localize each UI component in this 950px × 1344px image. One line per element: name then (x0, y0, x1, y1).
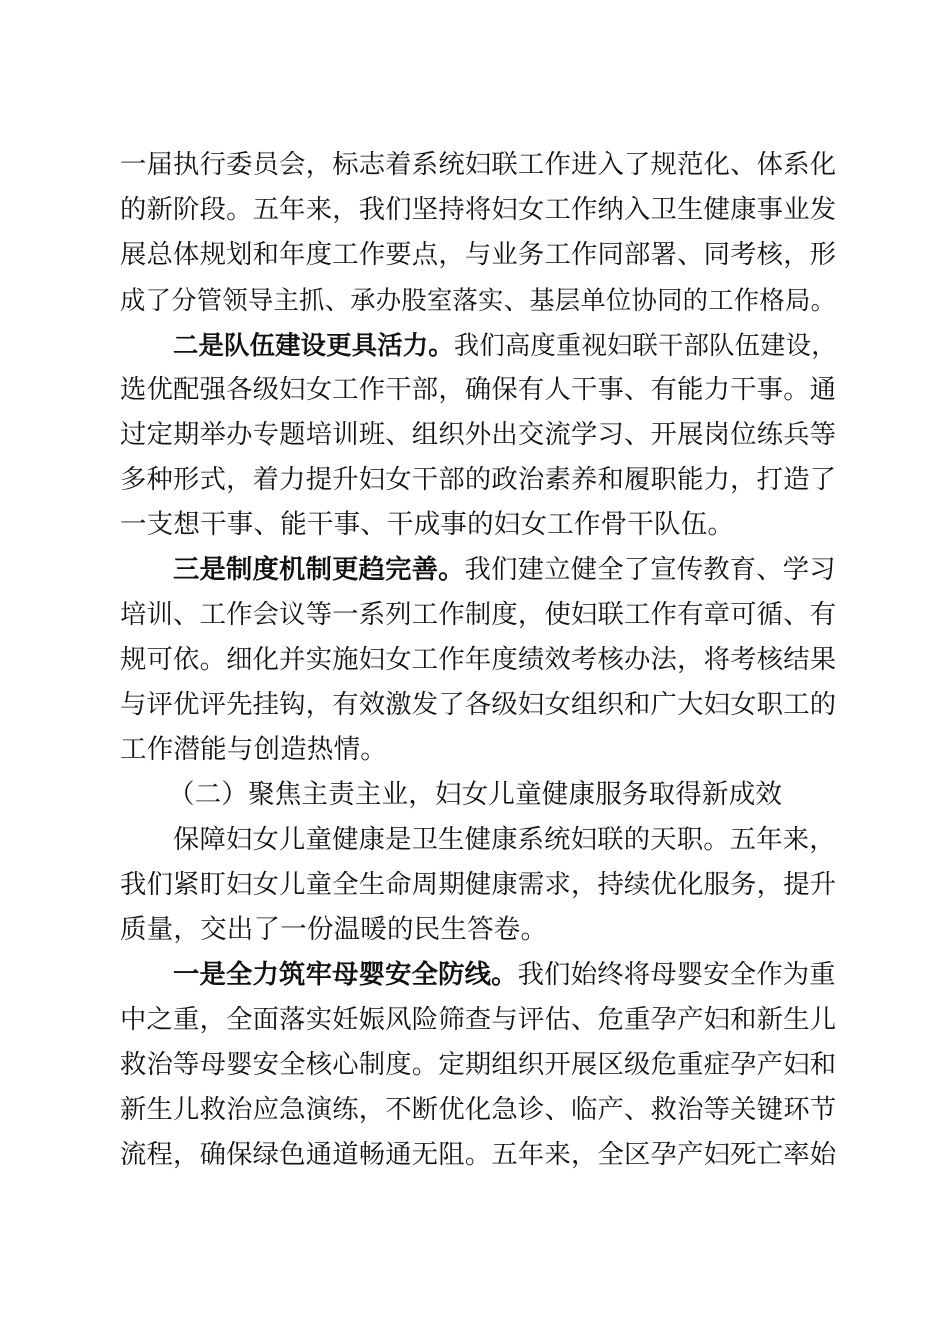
body-line (120, 280, 840, 320)
line-text: 多种形式，着力提升妇女干部的政治素养和履职能力，打造了 (120, 465, 837, 495)
body-line (120, 640, 840, 680)
body-line (120, 1000, 840, 1040)
body-line (120, 235, 840, 275)
line-text: 保障妇女儿童健康是卫生健康系统妇联的天职。五年来， (173, 825, 836, 855)
body-line (120, 145, 840, 185)
line-text: 我们紧盯妇女儿童全生命周期健康需求，持续优化服务，提升 (120, 870, 837, 900)
body-line (120, 865, 840, 905)
paragraph-lead: 二是队伍建设更具活力。 (173, 330, 454, 360)
body-line (120, 595, 840, 635)
body-line (120, 505, 840, 545)
line-text: 一支想干事、能干事、干成事的妇女工作骨干队伍。 (120, 509, 735, 540)
body-line (120, 730, 840, 770)
line-text: 选优配强各级妇女工作干部，确保有人干事、有能力干事。通 (120, 375, 837, 405)
line-text: 新生儿救治应急演练，不断优化急诊、临产、救治等关键环节 (120, 1095, 837, 1125)
section-heading (168, 775, 840, 815)
line-text: 展总体规划和年度工作要点，与业务工作同部署、同考核，形 (120, 240, 837, 270)
body-line (120, 460, 840, 500)
line-text: 成了分管领导主抓、承办股室落实、基层单位协同的工作格局。 (120, 285, 837, 315)
heading-text: （二）聚焦主责主业，妇女儿童健康服务取得新成效 (168, 779, 783, 810)
line-text: 过定期举办专题培训班、组织外出交流学习、开展岗位练兵等 (120, 420, 837, 450)
paragraph-lead: 一是全力筑牢母婴安全防线。 (173, 959, 518, 990)
body-line (120, 685, 840, 725)
line-text: 质量，交出了一份温暖的民生答卷。 (120, 914, 548, 945)
line-text: 流程，确保绿色通道畅通无阻。五年来，全区孕产妇死亡率始 (120, 1140, 837, 1170)
body-line (120, 1090, 840, 1130)
body-line (120, 1045, 840, 1085)
paragraph-first-line (173, 955, 840, 995)
line-text: 我们始终将母婴安全作为重 (517, 960, 836, 990)
line-text: 工作潜能与创造热情。 (120, 734, 387, 765)
paragraph-first-line (173, 820, 840, 860)
body-line (120, 415, 840, 455)
body-line (120, 190, 840, 230)
line-text: 我们建立健全了宣传教育、学习 (464, 555, 836, 585)
body-line (120, 370, 840, 410)
line-text: 救治等母婴安全核心制度。定期组织开展区级危重症孕产妇和 (120, 1050, 837, 1080)
line-text: 与评优评先挂钩，有效激发了各级妇女组织和广大妇女职工的 (120, 690, 837, 720)
line-text: 培训、工作会议等一系列工作制度，使妇联工作有章可循、有 (120, 600, 837, 630)
line-text: 我们高度重视妇联干部队伍建设， (453, 330, 837, 360)
paragraph-first-line (173, 325, 840, 365)
line-text: 一届执行委员会，标志着系统妇联工作进入了规范化、体系化 (120, 150, 837, 180)
paragraph-lead: 三是制度机制更趋完善。 (173, 554, 465, 585)
line-text: 中之重，全面落实妊娠风险筛查与评估、危重孕产妇和新生儿 (120, 1005, 837, 1035)
body-line (120, 1135, 840, 1175)
line-text: 的新阶段。五年来，我们坚持将妇女工作纳入卫生健康事业发 (120, 195, 837, 225)
paragraph-first-line (173, 550, 840, 590)
body-line (120, 910, 840, 950)
line-text: 规可依。细化并实施妇女工作年度绩效考核办法，将考核结果 (120, 645, 837, 675)
